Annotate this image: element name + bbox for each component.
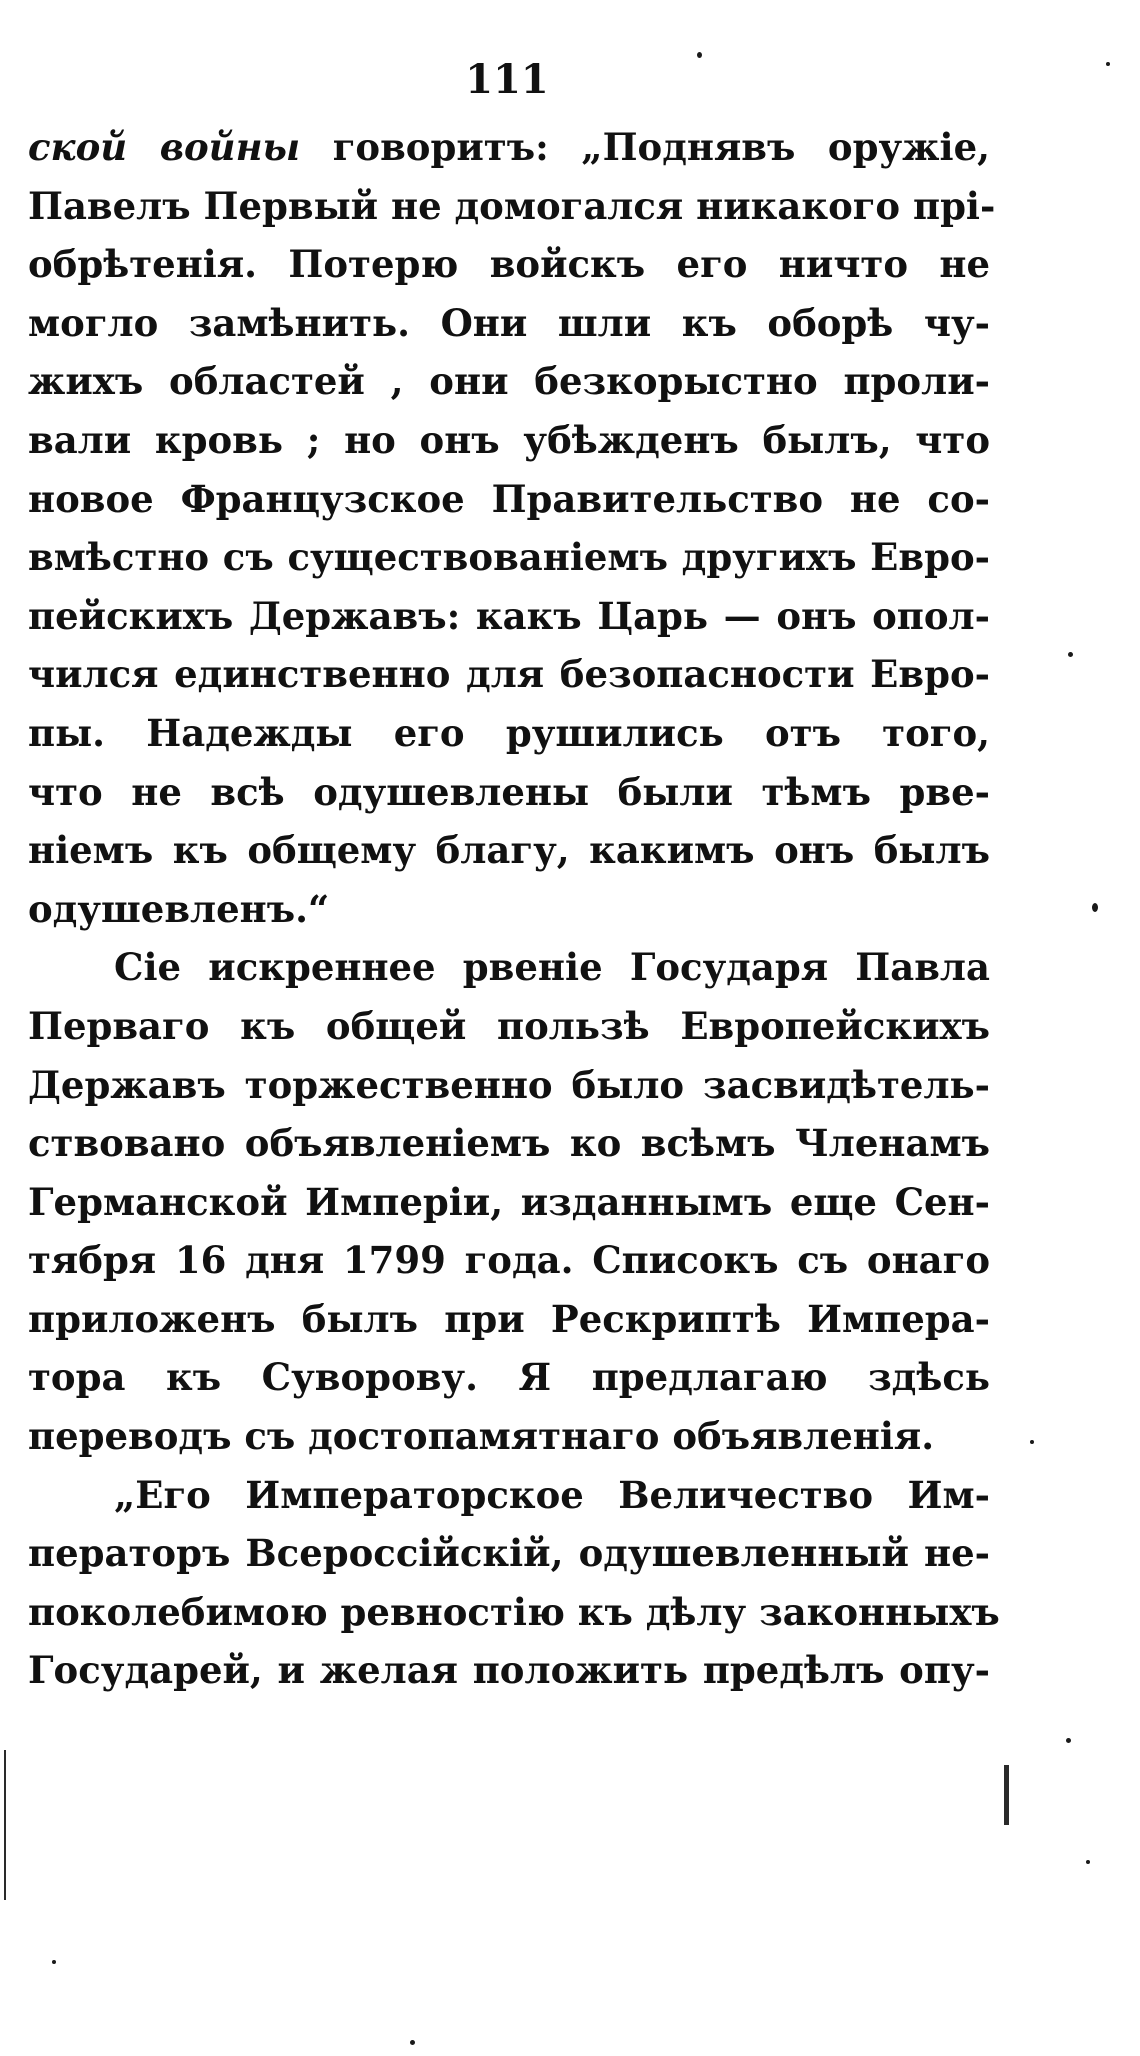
line-text: приложенъ былъ при Рескриптѣ Импера- (28, 1296, 990, 1341)
line-text: поколебимою ревностію къ дѣлу законныхъ (28, 1589, 1000, 1634)
text-line (28, 1524, 990, 1583)
text-line (28, 1173, 990, 1232)
line-text: Сіе искреннее рвеніе Государя Павла (114, 945, 990, 990)
line-text: Перваго къ общей пользѣ Европейскихъ (28, 1003, 990, 1048)
text-line (28, 1231, 990, 1290)
scan-speck (1030, 1440, 1034, 1444)
margin-mark (1004, 1765, 1009, 1825)
text-line (28, 821, 990, 880)
text-line (28, 880, 990, 939)
line-text: пейскихъ Державъ: какъ Царь — онъ опол- (28, 593, 990, 638)
line-text: обрѣтенія. Потерю войскъ его ничто не (28, 242, 990, 287)
text-line (28, 177, 996, 236)
scan-speck (1086, 1860, 1090, 1864)
text-line (28, 118, 990, 177)
line-text: пы. Надежды его рушились отъ того, (28, 710, 990, 755)
line-text: вмѣстно съ существованіемъ другихъ Евро- (28, 535, 990, 580)
line-text: ніемъ къ общему благу, какимъ онъ былъ (28, 828, 990, 873)
line-text: чился единственно для безопасности Евро- (28, 652, 990, 697)
line-text: тора къ Суворову. Я предлагаю здѣсь (28, 1355, 990, 1400)
line-text: тября 16 дня 1799 года. Списокъ съ онаго (28, 1238, 990, 1283)
text-line (28, 1290, 990, 1349)
line-text: ператоръ Всероссійскій, одушевленный не- (28, 1531, 990, 1576)
text-line (28, 294, 990, 353)
line-text: жихъ областей , они безкорыстно проли- (28, 359, 990, 404)
text-line (28, 528, 990, 587)
line-text: могло замѣнить. Они шли къ оборѣ чу- (28, 300, 990, 345)
line-text: переводъ съ достопамятнаго объявленія. (28, 1414, 935, 1459)
italic-text: ской войны (28, 125, 301, 169)
text-line (28, 1641, 990, 1700)
text-line (28, 411, 990, 470)
scan-speck (697, 52, 702, 58)
text-line (28, 235, 990, 294)
text-line (28, 645, 990, 704)
text-line (28, 938, 990, 997)
text-line (28, 1056, 990, 1115)
line-text: ствовано объявленіемъ ко всѣмъ Членамъ (28, 1121, 990, 1166)
page-number: 111 (465, 56, 549, 103)
text-line (28, 352, 990, 411)
line-text: новое Французское Правительство не со- (28, 476, 990, 521)
text-line (28, 1348, 990, 1407)
text-line (28, 704, 990, 763)
scan-speck (1068, 652, 1073, 657)
line-text: что не всѣ одушевлены были тѣмъ рве- (28, 769, 990, 814)
text-line (28, 997, 990, 1056)
text-line (28, 763, 990, 822)
scan-speck (1106, 62, 1110, 66)
body-text (28, 118, 1000, 1700)
text-line (28, 1583, 1000, 1642)
scan-speck (1092, 903, 1098, 912)
line-text: одушевленъ.“ (28, 886, 330, 931)
line-text: вали кровь ; но онъ убѣжденъ былъ, что (28, 417, 990, 462)
text-line (28, 1466, 990, 1525)
line-text: Государей, и желая положить предѣлъ опу- (28, 1648, 990, 1693)
line-text: Германской Имперіи, изданнымъ еще Сен- (28, 1179, 990, 1224)
text-line (28, 1114, 990, 1173)
line-text: „Его Императорское Величество Им- (114, 1472, 990, 1517)
scan-speck (1066, 1738, 1071, 1743)
text-line (28, 1407, 990, 1466)
scan-speck (410, 2040, 415, 2045)
text-line (28, 470, 990, 529)
line-text: Павелъ Первый не домогался никакого прі- (28, 183, 996, 228)
text-line (28, 587, 990, 646)
margin-line (4, 1750, 6, 1900)
line-text: говоритъ: „Поднявъ оружіе, (300, 125, 990, 169)
line-text: Державъ торжественно было засвидѣтель- (28, 1062, 990, 1107)
scan-speck (52, 1960, 56, 1964)
